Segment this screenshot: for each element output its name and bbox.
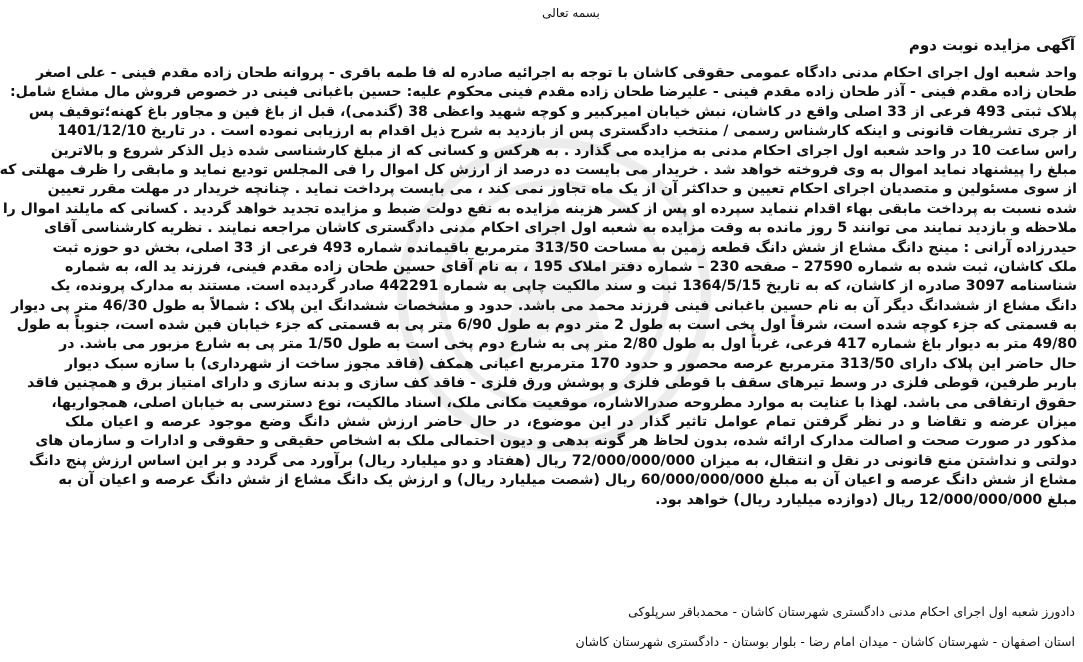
notice-body-line: مذکور در صورت صحت و اصالت مدارک ارائه شده، بدون لحاظ هر گونه بدهی و دیون احتمالی ملک به اشخاص حقیقی و حقوقی و ادارات و سازمان های [35,433,1077,450]
notice-body-line: به قسمتی که جزء کوچه شده است، شرقاً اول پخی است به طول 2 متر دوم به طول 6/90 متر پی به قسمتی که جزء خیابان فین شده است، جنوباً به طول [16,317,1077,334]
top-title: بسمه تعالی [542,6,600,20]
notice-body-line: پلاک ثبتی 493 فرعی از 33 اصلی واقع در کاشان، نبش خیابان امیرکبیر و کوچه شهید واعظی 38 (گندمی)، قبل از باغ فین و مجاور باغ کهنه؛توقیف پس [28,103,1077,120]
notice-body-line: میزان عرضه و تقاضا و در نظر گرفتن تمام عوامل تاثیر گذار در این موضوع، در حال حاضر ارزش شش دانگ وضع موجود عرصه و اعیان ملک [65,414,1077,431]
notice-body-line: مبلغ 12/000/000/000 ریال (دوازده میلیارد ریال) خواهد بود. [655,491,1077,508]
notice-body-line: مشاع از شش دانگ عرصه و اعیان آن به مبلغ 60/000/000/000 ریال (شصت میلیارد ریال) و ارزش یک دانگ مشاع از شش دانگ عرصه و اعیان آن به [58,472,1077,489]
notice-body-line: دولتی و نداشتن منع قانونی در نقل و انتقال، به میزان 72/000/000/000 ریال (هفتاد و دو میلیارد ریال) برآورد می گردد و بر این اساس ارزش پنج دانگ [29,452,1077,469]
notice-body-line: شناسنامه 3097 صادره از کاشان، که به تاریخ 1364/5/15 ثبت و سند مالکیت چاپی به شماره 442291 صادر گردیده است. مستند به مدارک پرونده، یک [50,278,1077,295]
notice-body-line: شده نسبت به پرداخت مابقی بهاء اقدام ننماید سپرده او پس از کسر هزینه مزایده به نفع دولت ضبط و مزایده تجدید خواهد گردید . کسانی که مایلند اموال را [2,200,1077,217]
notice-body-line: ملاحظه و بازدید نمایند می توانند 5 روز مانده به وقت مزایده به شعبه اول اجرای احکام مدنی دادگستری کاشان مراجعه نمایند . نظریه کارشناسی آقای [44,220,1077,237]
notice-body-line: از سوی مسئولین و متصدیان اجرای احکام تعیین و حداکثر آن از یک ماه تجاوز نمی کند ، می بایست پرداخت نماید . چنانچه خریدار در مهلت مقرر تعیین [47,181,1077,198]
notice-body-line: از جری تشریفات قانونی و اینکه کارشناس رسمی / منتخب دادگستری پس از بازدید به شرح ذیل اقدام به ارزیابی نموده است . در تاریخ 1401/12/10 [57,123,1077,140]
notice-body-line: باربر طرفین، قوطی فلزی در وسط تیرهای سقف با قوطی فلزی و پوشش ورق فلزی - فاقد کف سازی و بدنه سازی و دارای امتیاز برق و همچنین فاقد [27,375,1077,392]
notice-body-line: دانگ مشاع از ششدانگ دیگر آن به نام حسین باغبانی فینی فرزند محمد می باشد. حدود و مشخصات ششدانگ این پلاک : شمالاً به طول 46/30 متر پی دیوار [11,297,1077,314]
notice-body-line: حال حاضر این پلاک دارای 313/50 مترمربع عرصه محصور و حدود 170 مترمربع اعیانی همکف (فاقد مجوز ساخت از شهرداری) با سازه سبک دیوار [65,355,1078,372]
notice-body [0,64,1078,510]
notice-body-line: راس ساعت 10 در واحد شعبه اول اجرای احکام مدنی به مزایده می گذارد . به هرکس و کسانی که از مبلغ کارشناسی شده ذیل الذکر شروع و بالاترین [50,142,1077,159]
address-line: استان اصفهان - شهرستان کاشان - میدان امام رضا - بلوار بوستان - دادگستری شهرستان کاشان [575,634,1075,649]
notice-body-line: 49/80 متر به دیوار باغ شماره 417 فرعی، غرباً اول به طول 2/80 متر پی به شارع دوم پخی است به طول 1/50 متر پی به شارع مزبور می باشد. در [59,336,1077,353]
notice-body-line: حقوق ارتفاقی می باشد. لهذا با عنایت به موارد مطروحه صدرالاشاره، موقعیت مکانی ملک، اسناد مالکیت، نوع دسترسی به خیابان اصلی، همجواریها، [51,394,1077,411]
notice-body-line: واحد شعبه اول اجرای احکام مدنی دادگاه عمومی حقوقی کاشان با توجه به اجرائیه صادره له فا طمه باقری - پروانه طحان زاده مقدم فینی - علی اصغر [35,65,1077,81]
notice-heading: آگهی مزایده نوبت دوم [908,36,1075,54]
notice-body-line: طحان زاده مقدم فینی - آذر طحان زاده مقدم فینی - علیرضا طحان زاده مقدم فینی محکوم علیه: حسین باغبانی فینی در خصوص فروش مال مشاع شامل: [9,84,1077,101]
notice-body-line: حیدرزاده آرانی : مینج دانگ مشاع از شش دانگ قطعه زمین به مساحت 313/50 مترمربع باقیمانده شماره 493 فرعی از 33 اصلی، بخش دو حوزه ثبت [52,239,1077,256]
signature-line: دادورز شعبه اول اجرای احکام مدنی دادگستری شهرستان کاشان - محمدباقر سرپلوکی [628,604,1075,619]
notice-body-line: مبلغ را پیشنهاد نماید اموال به وی فروخته خواهد شد . خریدار می بایست ده درصد از ارزش کل اموال را فی المجلس تودیع نماید و مابقی را ظرف مهلتی که [0,161,1077,178]
notice-body-line: ملک کاشان، ثبت شده به شماره 27590 – صفحه 230 – شماره دفتر املاک 195 ، به نام آقای حسین طحان زاده مقدم فینی، فرزند ید اله، به شماره [65,258,1077,275]
